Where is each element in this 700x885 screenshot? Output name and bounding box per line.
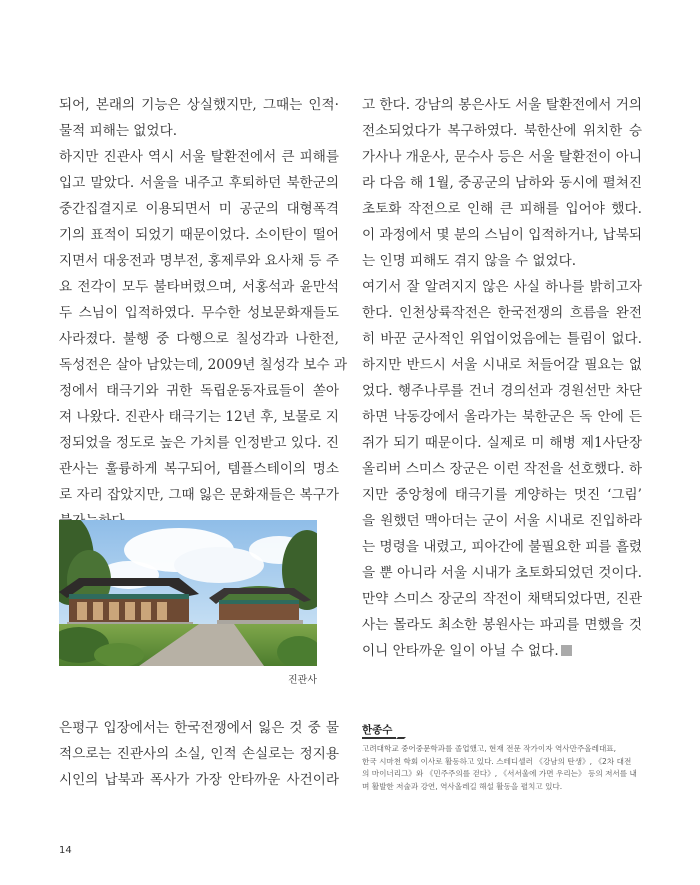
text-line: 이 과정에서 몇 분의 스님이 입적하거나, 납북되	[362, 227, 642, 243]
text-line: 관사는 훌륭하게 복구되어, 템플스테이의 명소	[59, 461, 339, 477]
text-line: 는 인명 피해도 겪지 않을 수 없었다.	[362, 253, 577, 269]
text-line: 한다. 인천상륙작전은 한국전쟁의 흐름을 완전	[362, 305, 642, 321]
text-line: 져 나왔다. 진관사 태극기는 12년 후, 보물로 지	[59, 409, 339, 425]
text-line: 하면 낙동강에서 올라가는 북한군은 독 안에 든	[362, 409, 642, 425]
photo-caption: 진관사	[288, 675, 317, 686]
text-line: 만약 스미스 장군의 작전이 채택되었다면, 진관	[362, 591, 642, 607]
text-line: 사라졌다. 불행 중 다행으로 칠성각과 나한전,	[59, 331, 339, 347]
author-bio	[362, 743, 642, 793]
text-line: 두 스님이 입적하였다. 무수한 성보문화재들도	[59, 305, 339, 321]
text-line: 지면서 대웅전과 명부전, 홍제루와 요사채 등 주	[59, 253, 339, 269]
text-line: 히 바꾼 군사적인 위업이었음에는 틀림이 없다.	[362, 331, 642, 347]
text-line: 이니 안타까운 일이 아닐 수 없다.	[362, 638, 642, 664]
text-line: 독성전은 살아 남았는데, 2009년 칠성각 보수 과	[59, 357, 348, 373]
temple-photo	[59, 520, 317, 666]
text-line: 지만 중앙청에 태극기를 게양하는 멋진 ‘그림’	[362, 487, 642, 503]
text-line: 쥐가 되기 때문이다. 실제로 미 해병 제1사단장	[362, 435, 642, 451]
text-line: 요 전각이 모두 불타버렸으며, 서홍석과 윤만석	[59, 279, 339, 295]
bottom-text-column	[59, 715, 339, 793]
text-line: 로 자리 잡았지만, 그때 잃은 문화재들은 복구가	[59, 487, 339, 503]
text-line: 물적 피해는 없었다.	[59, 123, 178, 139]
text-line: 라 다음 해 1월, 중공군의 남하와 동시에 펼쳐진	[362, 175, 642, 191]
text-line: 시인의 납북과 폭사가 가장 안타까운 사건이라	[59, 772, 339, 788]
page-number: 14	[59, 845, 72, 856]
text-line: 전소되었다가 복구하였다. 북한산에 위치한 승	[362, 123, 642, 139]
text-line: 었다. 행주나루를 건너 경의선과 경원선만 차단	[362, 383, 642, 399]
text-line: 정되었을 정도로 높은 가치를 인정받고 있다. 진	[59, 435, 339, 451]
text-line: 고 한다. 강남의 봉은사도 서울 탈환전에서 거의	[362, 97, 642, 113]
text-line: 하지만 진관사 역시 서울 탈환전에서 큰 피해를	[59, 149, 339, 165]
author-bio-line: 며 활발한 저술과 강연, 역사올레길 해설 활동을 펼치고 있다.	[362, 781, 563, 791]
author-box	[362, 718, 642, 793]
text-line: 입고 말았다. 서울을 내주고 후퇴하던 북한군의	[59, 175, 339, 191]
text-line: 사는 몰라도 최소한 봉원사는 파괴를 면했을 것	[362, 617, 642, 633]
text-line: 되어, 본래의 기능은 상실했지만, 그때는 인적·	[59, 97, 339, 113]
text-line: 기의 표적이 되었기 때문이었다. 소이탄이 떨어	[59, 227, 339, 243]
text-line: 을 뿐 아니라 서울 시내가 초토화되었던 것이다.	[362, 565, 642, 581]
text-line: 는 명령을 내렸고, 피아간에 불필요한 피를 흘렸	[362, 539, 642, 555]
text-line: 적으로는 진관사의 소실, 인적 손실로는 정지용	[59, 746, 339, 762]
text-line: 초토화 작전으로 인해 큰 피해를 입어야 했다.	[362, 201, 642, 217]
temple-photo-image	[59, 520, 317, 666]
text-line: 을 원했던 맥아더는 군이 서울 시내로 진입하라	[362, 513, 642, 529]
text-line: 여기서 잘 알려지지 않은 사실 하나를 밝히고자	[362, 279, 642, 295]
author-bio-line: 고려대학교 중어중문학과를 졸업했고, 현재 전문 작가이자 역사만주올레대표,	[362, 744, 617, 753]
text-line: 올리버 스미스 장군은 이런 작전을 선호했다. 하	[362, 461, 642, 477]
text-line: 가사나 개운사, 문수사 등은 서울 탈환전이 아니	[362, 149, 642, 165]
text-line: 하지만 반드시 서울 시내로 처들어갈 필요는 없	[362, 357, 642, 373]
end-mark-icon	[561, 645, 572, 656]
left-text-column	[59, 92, 348, 534]
author-bio-line: 의 마이너리그》와 《민주주의를 걷다》, 《서서울에 가면 우리는》 등의 저서를 내	[362, 769, 637, 778]
text-line: 은평구 입장에서는 한국전쟁에서 잃은 것 중 물	[59, 720, 339, 736]
author-bio-line: 한국 시마천 학회 이사로 활동하고 있다. 스테디셀러 《강남의 탄생》, 《2차 대전	[362, 756, 632, 766]
author-name: 한종수	[362, 722, 406, 739]
right-text-column	[362, 92, 642, 664]
text-line: 정에서 태극기와 귀한 독립운동자료들이 쏟아	[59, 383, 339, 399]
text-line: 중간집결지로 이용되면서 미 공군의 대형폭격	[59, 201, 339, 217]
